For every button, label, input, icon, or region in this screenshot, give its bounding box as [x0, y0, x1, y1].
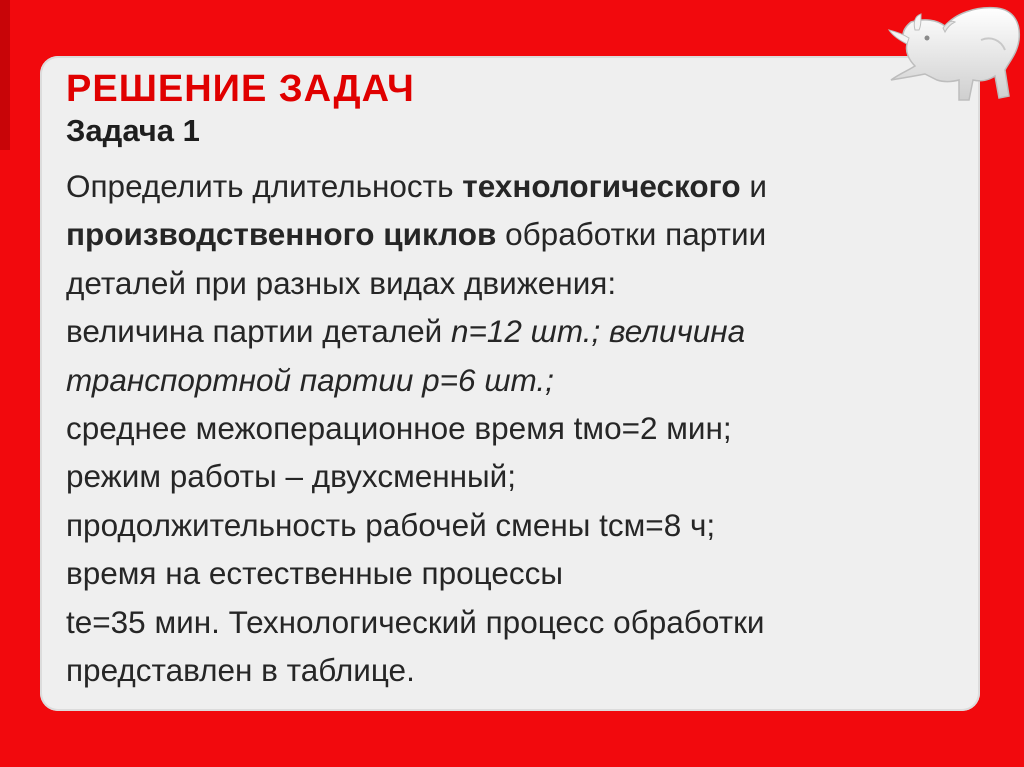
rhino-icon	[885, 0, 1024, 112]
text-line: представлен в таблице.	[66, 652, 415, 689]
text-line: Определить длительность технологического и	[66, 168, 767, 204]
text-line: tе=35 мин. Технологический процесс обработки	[66, 603, 765, 640]
italic-value: транспортной партии р=6 шт.;	[66, 361, 554, 398]
text-line: величина партии деталей n=12 шт.; величина	[66, 313, 746, 350]
text-line: среднее межоперационное время tмо=2 мин;	[66, 410, 732, 447]
text-line	[66, 356, 971, 404]
text-line: режим работы – двухсменный;	[66, 458, 517, 495]
italic-value: n=12 шт.; величина	[450, 313, 746, 350]
text-line: деталей при разных видах движения:	[66, 264, 617, 301]
bold-term: технологического	[462, 168, 741, 204]
text-line: продолжительность рабочей смены tсм=8 ч;	[66, 506, 716, 543]
text-line: производственного циклов обработки партии	[66, 216, 767, 253]
left-accent-bar	[0, 0, 10, 150]
task-description	[66, 162, 971, 694]
bold-term: производственного циклов	[66, 216, 497, 253]
task-heading: Задача 1	[66, 113, 200, 148]
text-line: время на естественные процессы	[66, 555, 563, 592]
slide-title: РЕШЕНИЕ ЗАДАЧ	[66, 68, 415, 110]
